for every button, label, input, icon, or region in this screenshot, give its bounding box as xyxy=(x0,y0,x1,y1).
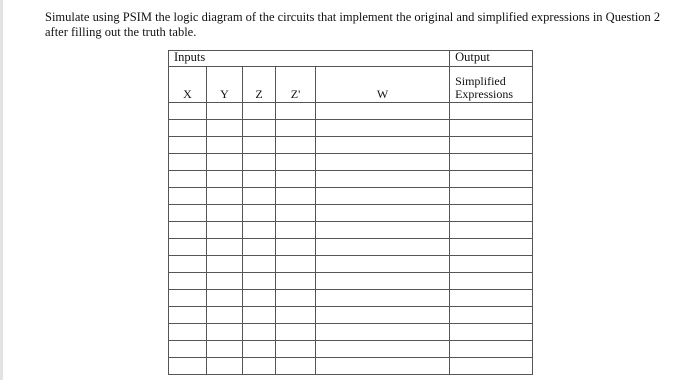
column-header-x: X xyxy=(169,67,207,103)
column-header-z-prime: Z' xyxy=(276,67,316,103)
table-cell-x[interactable] xyxy=(169,171,207,188)
table-row xyxy=(169,358,533,375)
table-row xyxy=(169,341,533,358)
table-cell-simplified-expression[interactable] xyxy=(450,256,533,273)
output-group-header: Output xyxy=(450,51,533,67)
table-column-header-row xyxy=(169,67,533,103)
table-cell-w[interactable] xyxy=(316,358,450,375)
table-row xyxy=(169,256,533,273)
table-cell-x[interactable] xyxy=(169,205,207,222)
table-cell-z[interactable] xyxy=(243,358,276,375)
table-cell-z[interactable] xyxy=(243,188,276,205)
table-cell-w[interactable] xyxy=(316,222,450,239)
table-row xyxy=(169,188,533,205)
table-cell-y[interactable] xyxy=(207,358,243,375)
table-cell-simplified-expression[interactable] xyxy=(450,120,533,137)
table-cell-w[interactable] xyxy=(316,120,450,137)
table-cell-y[interactable] xyxy=(207,222,243,239)
table-cell-z[interactable] xyxy=(243,256,276,273)
table-row xyxy=(169,103,533,120)
table-cell-x[interactable] xyxy=(169,341,207,358)
table-cell-simplified-expression[interactable] xyxy=(450,358,533,375)
table-cell-simplified-expression[interactable] xyxy=(450,324,533,341)
table-cell-z[interactable] xyxy=(243,205,276,222)
table-cell-z-prime[interactable] xyxy=(276,137,316,154)
table-cell-z[interactable] xyxy=(243,137,276,154)
table-cell-simplified-expression[interactable] xyxy=(450,103,533,120)
table-cell-z-prime[interactable] xyxy=(276,256,316,273)
table-cell-simplified-expression[interactable] xyxy=(450,137,533,154)
table-cell-w[interactable] xyxy=(316,341,450,358)
table-cell-w[interactable] xyxy=(316,273,450,290)
table-cell-simplified-expression[interactable] xyxy=(450,273,533,290)
table-cell-w[interactable] xyxy=(316,137,450,154)
table-cell-x[interactable] xyxy=(169,290,207,307)
table-cell-y[interactable] xyxy=(207,239,243,256)
table-cell-z[interactable] xyxy=(243,103,276,120)
truth-table xyxy=(168,50,533,375)
table-row xyxy=(169,171,533,188)
table-cell-simplified-expression[interactable] xyxy=(450,188,533,205)
table-cell-z-prime[interactable] xyxy=(276,205,316,222)
table-cell-x[interactable] xyxy=(169,307,207,324)
column-header-y: Y xyxy=(207,67,243,103)
table-row xyxy=(169,222,533,239)
table-cell-w[interactable] xyxy=(316,154,450,171)
table-cell-x[interactable] xyxy=(169,103,207,120)
table-cell-z-prime[interactable] xyxy=(276,358,316,375)
table-cell-x[interactable] xyxy=(169,188,207,205)
inputs-group-header: Inputs xyxy=(169,51,450,67)
table-cell-w[interactable] xyxy=(316,205,450,222)
table-cell-simplified-expression[interactable] xyxy=(450,239,533,256)
table-cell-w[interactable] xyxy=(316,239,450,256)
table-cell-z-prime[interactable] xyxy=(276,120,316,137)
table-cell-y[interactable] xyxy=(207,188,243,205)
table-cell-w[interactable] xyxy=(316,171,450,188)
table-cell-z[interactable] xyxy=(243,341,276,358)
table-cell-w[interactable] xyxy=(316,103,450,120)
table-cell-simplified-expression[interactable] xyxy=(450,222,533,239)
table-cell-simplified-expression[interactable] xyxy=(450,205,533,222)
table-cell-x[interactable] xyxy=(169,239,207,256)
table-cell-z[interactable] xyxy=(243,307,276,324)
table-cell-z-prime[interactable] xyxy=(276,154,316,171)
output-header-line1: Simplified xyxy=(455,74,506,88)
table-cell-z[interactable] xyxy=(243,239,276,256)
table-cell-y[interactable] xyxy=(207,137,243,154)
page-left-border xyxy=(0,0,3,380)
table-cell-z[interactable] xyxy=(243,171,276,188)
table-cell-z-prime[interactable] xyxy=(276,307,316,324)
table-row xyxy=(169,239,533,256)
table-cell-y[interactable] xyxy=(207,324,243,341)
table-cell-z-prime[interactable] xyxy=(276,273,316,290)
table-cell-y[interactable] xyxy=(207,273,243,290)
table-cell-z[interactable] xyxy=(243,290,276,307)
table-cell-y[interactable] xyxy=(207,341,243,358)
table-row xyxy=(169,120,533,137)
output-header-line2: Expressions xyxy=(455,87,514,101)
table-cell-z-prime[interactable] xyxy=(276,290,316,307)
table-cell-y[interactable] xyxy=(207,205,243,222)
table-cell-y[interactable] xyxy=(207,256,243,273)
table-cell-w[interactable] xyxy=(316,188,450,205)
table-cell-y[interactable] xyxy=(207,120,243,137)
table-cell-x[interactable] xyxy=(169,120,207,137)
table-row xyxy=(169,307,533,324)
table-cell-z-prime[interactable] xyxy=(276,341,316,358)
table-cell-simplified-expression[interactable] xyxy=(450,341,533,358)
table-cell-x[interactable] xyxy=(169,273,207,290)
table-cell-z[interactable] xyxy=(243,324,276,341)
table-cell-z[interactable] xyxy=(243,120,276,137)
table-cell-y[interactable] xyxy=(207,171,243,188)
column-header-simplified-expressions xyxy=(450,67,533,103)
table-cell-z-prime[interactable] xyxy=(276,188,316,205)
table-cell-simplified-expression[interactable] xyxy=(450,290,533,307)
table-cell-z-prime[interactable] xyxy=(276,103,316,120)
table-row xyxy=(169,273,533,290)
question-instructions: Simulate using PSIM the logic diagram of the circuits that implement the original and simplified expressions in Question 2 after filling out the truth table. xyxy=(45,10,661,39)
table-row xyxy=(169,205,533,222)
table-cell-y[interactable] xyxy=(207,103,243,120)
table-row xyxy=(169,154,533,171)
table-cell-simplified-expression[interactable] xyxy=(450,171,533,188)
table-cell-y[interactable] xyxy=(207,307,243,324)
table-cell-x[interactable] xyxy=(169,154,207,171)
table-group-header-row xyxy=(169,51,533,67)
table-cell-z-prime[interactable] xyxy=(276,171,316,188)
table-cell-simplified-expression[interactable] xyxy=(450,154,533,171)
table-cell-w[interactable] xyxy=(316,256,450,273)
table-cell-simplified-expression[interactable] xyxy=(450,307,533,324)
table-row xyxy=(169,324,533,341)
table-cell-z-prime[interactable] xyxy=(276,239,316,256)
table-cell-z[interactable] xyxy=(243,154,276,171)
table-cell-x[interactable] xyxy=(169,324,207,341)
table-cell-z[interactable] xyxy=(243,273,276,290)
table-cell-z-prime[interactable] xyxy=(276,222,316,239)
table-cell-z[interactable] xyxy=(243,222,276,239)
table-cell-x[interactable] xyxy=(169,222,207,239)
table-cell-x[interactable] xyxy=(169,358,207,375)
table-cell-y[interactable] xyxy=(207,290,243,307)
table-cell-x[interactable] xyxy=(169,137,207,154)
table-cell-w[interactable] xyxy=(316,307,450,324)
table-cell-y[interactable] xyxy=(207,154,243,171)
table-cell-x[interactable] xyxy=(169,256,207,273)
table-cell-w[interactable] xyxy=(316,290,450,307)
table-row xyxy=(169,137,533,154)
column-header-z: Z xyxy=(243,67,276,103)
table-cell-z-prime[interactable] xyxy=(276,324,316,341)
table-cell-w[interactable] xyxy=(316,324,450,341)
table-row xyxy=(169,290,533,307)
column-header-w: W xyxy=(316,67,450,103)
